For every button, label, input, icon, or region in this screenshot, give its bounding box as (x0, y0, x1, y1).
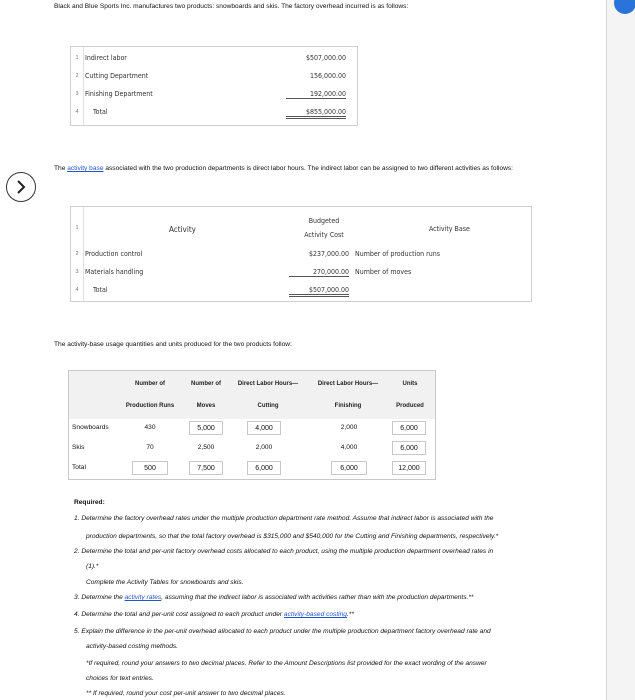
activity-cost: $237,000.00 (308, 250, 349, 258)
row-number: 1 (75, 55, 79, 61)
usage-value: 6,000 (392, 421, 426, 435)
overhead-label: Indirect labor (85, 54, 127, 62)
usage-table-header (69, 371, 435, 419)
header-production-runs-line1: Number of (135, 381, 165, 387)
rounding-note-1-cont: choices for text entries. (86, 675, 154, 682)
usage-value: 5,000 (189, 421, 223, 435)
activity-table (70, 206, 532, 302)
usage-value: 70 (146, 444, 154, 451)
complete-tables-note: Complete the Activity Tables for snowboards and skis. (86, 579, 244, 586)
usage-value: 4,000 (340, 444, 358, 451)
row-number: 3 (75, 269, 79, 275)
required-item-4 (74, 611, 354, 619)
activity-base-sentence (54, 165, 513, 173)
usage-total-value: 6,000 (331, 461, 367, 475)
usage-value: 4,000 (247, 421, 281, 435)
usage-value: 6,000 (392, 441, 426, 455)
usage-value: 2,000 (340, 424, 358, 431)
overhead-label: Total (93, 108, 108, 116)
activity-name: Production control (85, 250, 143, 258)
usage-value: 2,000 (255, 444, 273, 451)
activity-based-costing-link[interactable]: activity-based costing (283, 611, 347, 618)
overhead-value: $507,000.00 (305, 54, 346, 62)
required-item-2: 2. Determine the total and per-unit factory overhead costs allocated to each product, using the multiple production department overhead rates in (74, 548, 494, 555)
overhead-value: 156,000.00 (309, 72, 346, 80)
required-item-1: 1. Determine the factory overhead rates under the multiple production department rate method. Assume that indirect labor is associated with the (74, 515, 494, 522)
overhead-value: 192,000.00 (286, 90, 346, 99)
row-number: 3 (75, 91, 79, 97)
usage-value: 430 (144, 424, 156, 431)
intro-text: Black and Blue Sports Inc. manufactures two products: snowboards and skis. The factory overhead incurred is as follows: (54, 3, 409, 10)
row-number: 2 (75, 73, 79, 79)
usage-total-value: 500 (132, 461, 168, 475)
header-production-runs-line2: Production Runs (125, 403, 175, 409)
sentence-suffix: associated with the two production departments is direct labor hours. The indirect labor can be assigned to two different activities as follows: (103, 165, 514, 172)
row-number: 2 (75, 251, 79, 257)
budgeted-header-line1: Budgeted (308, 217, 340, 225)
row-label-snowboards: Snowboards (72, 424, 109, 431)
header-cutting-line2: Cutting (257, 403, 279, 409)
activity-rates-link[interactable]: activity rates (124, 594, 162, 601)
usage-value: 2,500 (197, 444, 215, 451)
usage-table (68, 370, 436, 480)
usage-total-value: 7,500 (189, 461, 223, 475)
row-number-gutter (83, 47, 84, 125)
budgeted-header-line2: Activity Cost (304, 231, 344, 239)
activity-base-value: Number of moves (355, 268, 412, 276)
chevron-right-icon (13, 179, 29, 195)
required-item-5-cont: activity-based costing methods. (86, 643, 178, 650)
required-item-2-cont: (1).* (86, 563, 99, 570)
usage-total-value: 6,000 (247, 461, 281, 475)
overhead-label: Finishing Department (85, 90, 153, 98)
item4-prefix: 4. Determine the total and per-unit cost assigned to each product under (74, 611, 284, 618)
header-units-line2: Produced (396, 403, 424, 409)
overhead-table (70, 46, 358, 126)
required-item-1-cont: production departments, so that the total factory overhead is $315,000 and $540,000 for the Cutting and Finishing departments, respectively.* (86, 533, 499, 540)
activity-cost: 270,000.00 (289, 268, 349, 277)
activity-total-cost: $507,000.00 (289, 286, 349, 297)
row-number: 4 (75, 287, 79, 293)
activity-name: Total (93, 286, 108, 294)
overhead-label: Cutting Department (85, 72, 149, 80)
right-gutter (607, 0, 635, 700)
row-number: 1 (75, 225, 79, 231)
header-finishing-line2: Finishing (334, 403, 362, 409)
row-label-total: Total (72, 464, 86, 471)
required-item-3 (74, 594, 474, 602)
rounding-note-2: ** If required, round your cost per-unit answer to two decimal places. (86, 690, 286, 697)
overhead-total-value: $855,000.00 (286, 108, 346, 119)
activity-base-link[interactable]: activity base (67, 165, 104, 172)
activity-header: Activity (169, 225, 196, 234)
next-arrow-button[interactable] (6, 172, 36, 202)
header-cutting-line1: Direct Labor Hours— (237, 381, 299, 387)
header-moves-line1: Number of (191, 381, 221, 387)
item4-suffix: .** (346, 611, 354, 618)
item3-prefix: 3. Determine the (74, 594, 125, 601)
header-finishing-line1: Direct Labor Hours— (317, 381, 379, 387)
header-moves-line2: Moves (196, 403, 216, 409)
header-units-line1: Units (402, 381, 418, 387)
sentence-prefix: The (54, 165, 68, 172)
row-number: 4 (75, 109, 79, 115)
activity-base-header: Activity Base (429, 225, 470, 233)
required-heading: Required: (74, 499, 105, 506)
usage-total-value: 12,000 (392, 461, 426, 475)
activity-name: Materials handling (85, 268, 144, 276)
row-label-skis: Skis (72, 444, 85, 451)
required-item-5: 5. Explain the difference in the per-unit overhead allocated to each product under the multiple production department factory overhead rate and (74, 628, 491, 635)
activity-base-value: Number of production runs (355, 250, 441, 258)
item3-suffix: , assuming that the indirect labor is associated with activities rather than with the production departments.** (161, 594, 474, 601)
usage-intro-text: The activity-base usage quantities and units produced for the two products follow: (54, 341, 292, 348)
rounding-note-1: *If required, round your answers to two decimal places. Refer to the Amount Descriptions list provided for the exact wording of the answer (86, 660, 487, 667)
row-number-gutter (83, 207, 84, 301)
